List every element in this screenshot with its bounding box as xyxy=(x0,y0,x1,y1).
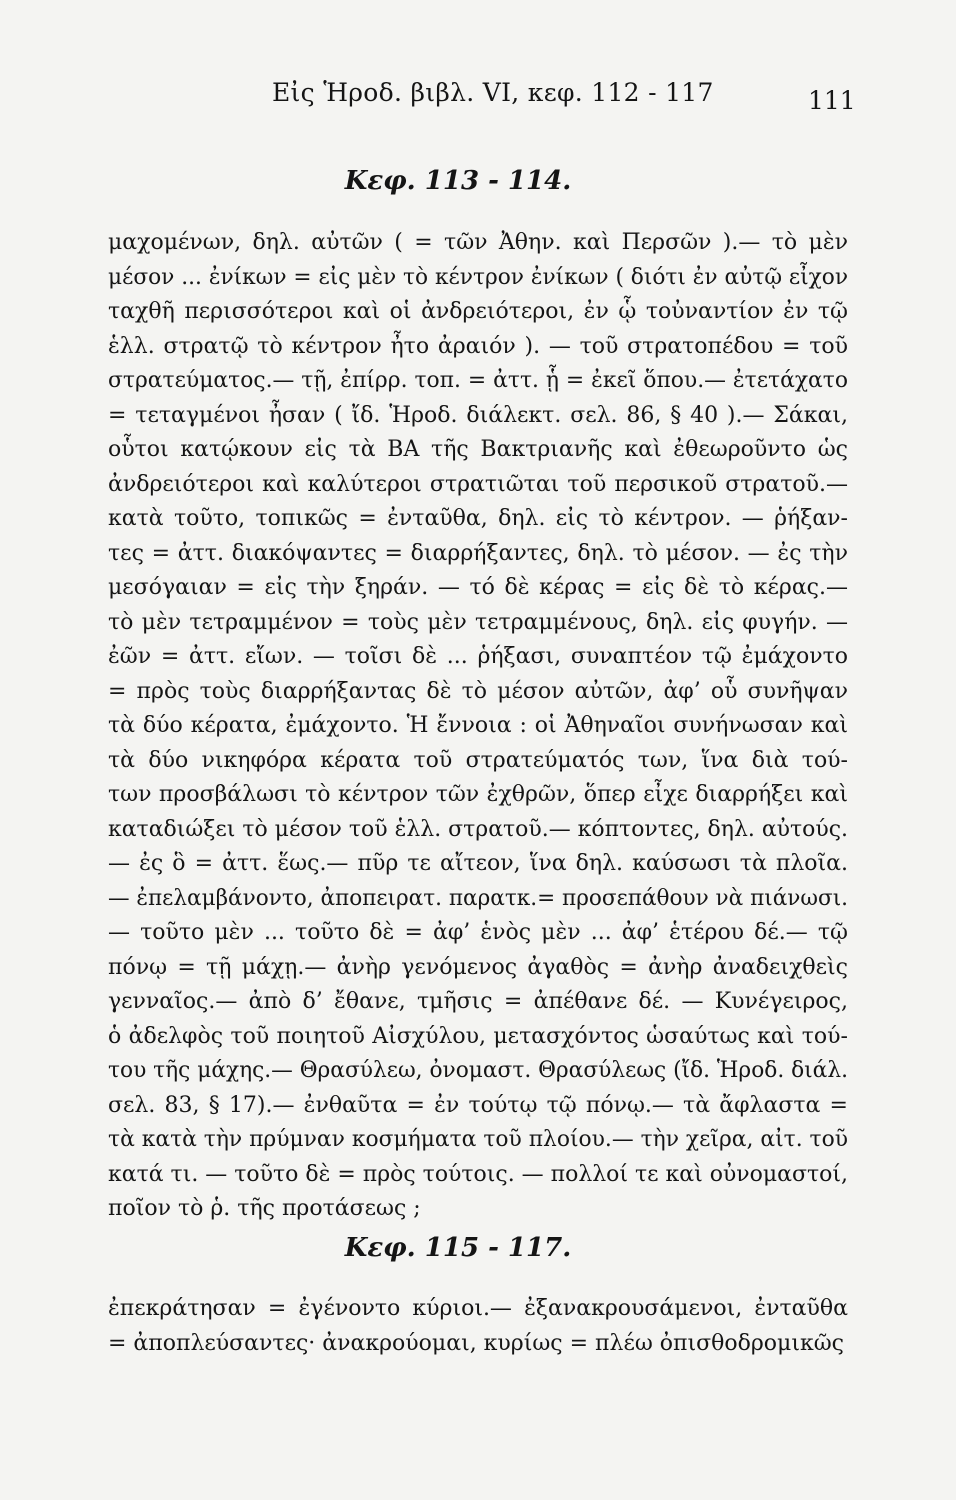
text-line: κατὰ τοῦτο, τοπικῶς = ἐνταῦθα, δηλ. εἰς τὸ κέντρον. — ῥήξαν- xyxy=(108,506,848,531)
text-line: τὰ δύο κέρατα, ἐμάχοντο. Ἡ ἔννοια : οἱ Ἀθηναῖοι συνήνωσαν καὶ xyxy=(108,713,848,738)
text-line: πόνῳ = τῇ μάχῃ.— ἀνὴρ γενόμενος ἀγαθὸς = ἀνὴρ ἀναδειχθεὶς xyxy=(108,954,848,980)
text-line: μεσόγαιαν = εἰς τὴν ξηράν. — τό δὲ κέρας = εἰς δὲ τὸ κέρας.— xyxy=(108,575,848,600)
text-line: οὗτοι κατῴκουν εἰς τὰ ΒΑ τῆς Βακτριανῆς καὶ ἐθεωροῦντο ὡς xyxy=(108,437,848,462)
text-line: μέσον ... ἐνίκων = εἰς μὲν τὸ κέντρον ἐνίκων ( διότι ἐν αὐτῷ εἶχον xyxy=(108,264,848,290)
text-line: κατά τι. — τοῦτο δὲ = πρὸς τούτοις. — πολλοί τε καὶ οὐνομαστοί, xyxy=(108,1161,848,1187)
text-line: — τοῦτο μὲν ... τοῦτο δὲ = ἀφ’ ἑνὸς μὲν ... ἀφ’ ἑτέρου δέ.— τῷ xyxy=(108,920,848,945)
text-line: των προσβάλωσι τὸ κέντρον τῶν ἐχθρῶν, ὅπερ εἶχε διαρρήξει καὶ xyxy=(108,782,848,807)
page-number: 111 xyxy=(808,86,856,115)
text-line: σελ. 83, § 17).— ἐνθαῦτα = ἐν τούτῳ τῷ πόνῳ.— τὰ ἄφλαστα = xyxy=(108,1092,848,1118)
text-line: ποῖον τὸ ῥ. τῆς προτάσεως ; xyxy=(108,1196,421,1221)
text-line: τὸ μὲν τετραμμένον = τοὺς μὲν τετραμμένους, δηλ. εἰς φυγήν. — xyxy=(108,609,848,635)
section-heading: Κεφ. 113 - 114. xyxy=(344,166,572,196)
running-title: Εἰς Ἡροδ. βιβλ. VI, κεφ. 112 - 117 xyxy=(272,78,714,107)
text-line: ἐπεκράτησαν = ἐγένοντο κύριοι.— ἐξανακρουσάμενοι, ἐνταῦθα xyxy=(108,1296,848,1321)
text-line: = τεταγμένοι ἦσαν ( ἴδ. Ἡροδ. διάλεκτ. σελ. 86, § 40 ).— Σάκαι, xyxy=(108,402,848,428)
text-line: = πρὸς τοὺς διαρρήξαντας δὲ τὸ μέσον αὐτῶν, ἀφ’ οὗ συνῆψαν xyxy=(108,678,848,704)
text-line: τες = ἀττ. διακόψαντες = διαρρήξαντες, δηλ. τὸ μέσον. — ἐς τὴν xyxy=(108,540,848,566)
commentary-text xyxy=(108,1292,848,1361)
text-line: ὁ ἀδελφὸς τοῦ ποιητοῦ Αἰσχύλου, μετασχόντος ὡσαύτως καὶ τού- xyxy=(108,1023,848,1049)
text-line: — ἐπελαμβάνοντο, ἀποπειρατ. παρατκ.= προσεπάθουν νὰ πιάνωσι. xyxy=(108,885,848,911)
text-line: στρατεύματος.— τῇ, ἐπίρρ. τοπ. = ἀττ. ᾗ = ἐκεῖ ὅπου.— ἐτετάχατο xyxy=(108,368,848,393)
text-line: του τῆς μάχης.— Θρασύλεω, ὀνομαστ. Θρασύλεως (ἴδ. Ἡροδ. διάλ. xyxy=(108,1058,848,1083)
text-line: γενναῖος.— ἀπὸ δ’ ἔθανε, τμῆσις = ἀπέθανε δέ. — Κυνέγειρος, xyxy=(108,989,848,1014)
text-line: ταχθῆ περισσότεροι καὶ οἱ ἀνδρειότεροι, ἐν ᾧ τοὐναντίον ἐν τῷ xyxy=(108,299,848,324)
text-line: ἐῶν = ἀττ. εἴων. — τοῖσι δὲ ... ῥήξασι, συναπτέον τῷ ἐμάχοντο xyxy=(108,644,848,669)
text-line: μαχομένων, δηλ. αὐτῶν ( = τῶν Ἀθην. καὶ Περσῶν ).— τὸ μὲν xyxy=(108,230,848,255)
section-heading: Κεφ. 115 - 117. xyxy=(344,1233,572,1263)
text-line: τὰ δύο νικηφόρα κέρατα τοῦ στρατεύματός των, ἵνα διὰ τού- xyxy=(108,747,848,773)
commentary-text xyxy=(108,226,848,1227)
text-line: καταδιώξει τὸ μέσον τοῦ ἑλλ. στρατοῦ.— κόπτοντες, δηλ. αὐτούς. xyxy=(108,816,848,842)
running-head xyxy=(0,78,956,118)
text-line: — ἐς ὃ = ἀττ. ἕως.— πῦρ τε αἴτεον, ἵνα δηλ. καύσωσι τὰ πλοῖα. xyxy=(108,851,848,876)
text-line: ἀνδρειότεροι καὶ καλύτεροι στρατιῶται τοῦ περσικοῦ στρατοῦ.— xyxy=(108,471,848,497)
text-line: ἑλλ. στρατῷ τὸ κέντρον ἦτο ἀραιόν ). — τοῦ στρατοπέδου = τοῦ xyxy=(108,333,848,359)
text-line: = ἀποπλεύσαντες· ἀνακρούομαι, κυρίως = πλέω ὀπισθοδρομικῶς xyxy=(108,1330,844,1356)
text-line: τὰ κατὰ τὴν πρύμναν κοσμήματα τοῦ πλοίου.— τὴν χεῖρα, αἰτ. τοῦ xyxy=(108,1127,848,1152)
